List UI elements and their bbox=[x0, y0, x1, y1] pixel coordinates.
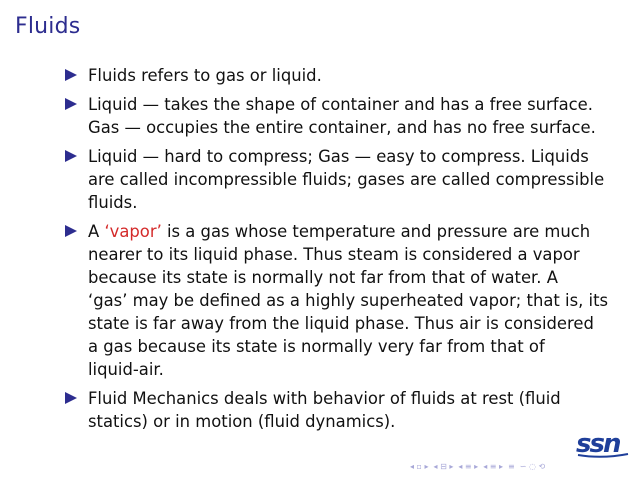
logo-text: ssn bbox=[576, 429, 620, 459]
bullet-triangle-icon bbox=[65, 225, 77, 237]
bullet-line: are called incompressible fluids; gases are called compressible bbox=[88, 170, 605, 189]
slide-title: Fluids bbox=[15, 14, 81, 39]
nav-first-icon[interactable]: ◂ ▫ ▸ bbox=[410, 461, 429, 471]
bullet-item bbox=[64, 387, 604, 433]
nav-section-icon[interactable]: ◂ ≡ ▸ bbox=[458, 461, 479, 471]
bullet-line: Fluids refers to gas or liquid. bbox=[88, 66, 322, 85]
bullet-line: Liquid — hard to compress; Gas — easy to compress. Liquids bbox=[88, 147, 589, 166]
bullet-line: nearer to its liquid phase. Thus steam is considered a vapor bbox=[88, 245, 580, 264]
bullet-line: Liquid — takes the shape of container and has a free surface. bbox=[88, 95, 593, 114]
bullet-line: ‘gas’ may be defined as a highly superheated vapor; that is, its bbox=[88, 291, 609, 310]
nav-align-icon[interactable]: ≡ bbox=[508, 461, 515, 471]
bullet-item bbox=[64, 145, 604, 214]
title-bar bbox=[0, 0, 638, 56]
line-suffix: is a gas whose temperature and pressure are much bbox=[161, 222, 591, 241]
bullet-line: Gas — occupies the entire container, and has no free surface. bbox=[88, 118, 596, 137]
bullet-item bbox=[64, 220, 609, 381]
bullet-line: state is far away from the liquid phase. Thus air is considered bbox=[88, 314, 594, 333]
bullet-line bbox=[88, 220, 604, 243]
ssn-logo bbox=[574, 428, 632, 460]
bullet-line: fluids. bbox=[88, 193, 138, 212]
bullet-item bbox=[64, 64, 604, 87]
beamer-navigation bbox=[410, 459, 545, 473]
line-prefix: A bbox=[88, 222, 105, 241]
bullet-triangle-icon bbox=[65, 392, 77, 404]
bullet-line: a gas because its state is normally very far from that of bbox=[88, 337, 545, 356]
bullet-line: Fluid Mechanics deals with behavior of fluids at rest (fluid bbox=[88, 389, 561, 408]
bullet-line: because its state is normally not far from that of water. A bbox=[88, 268, 558, 287]
bullet-triangle-icon bbox=[65, 150, 77, 162]
bullet-triangle-icon bbox=[65, 98, 77, 110]
bullet-triangle-icon bbox=[65, 69, 77, 81]
highlight-term-vapor: ‘vapor’ bbox=[104, 222, 162, 241]
nav-prev-icon[interactable]: ◂ ⊟ ▸ bbox=[433, 461, 454, 471]
nav-search-icon[interactable]: ∽ ◌ ⟲ bbox=[519, 461, 546, 471]
bullet-line: liquid-air. bbox=[88, 360, 164, 379]
bullet-line: statics) or in motion (fluid dynamics). bbox=[88, 412, 396, 431]
bullet-item bbox=[64, 93, 604, 139]
nav-subsection-icon[interactable]: ◂ ≡ ▸ bbox=[483, 461, 504, 471]
bullet-list bbox=[64, 64, 609, 439]
